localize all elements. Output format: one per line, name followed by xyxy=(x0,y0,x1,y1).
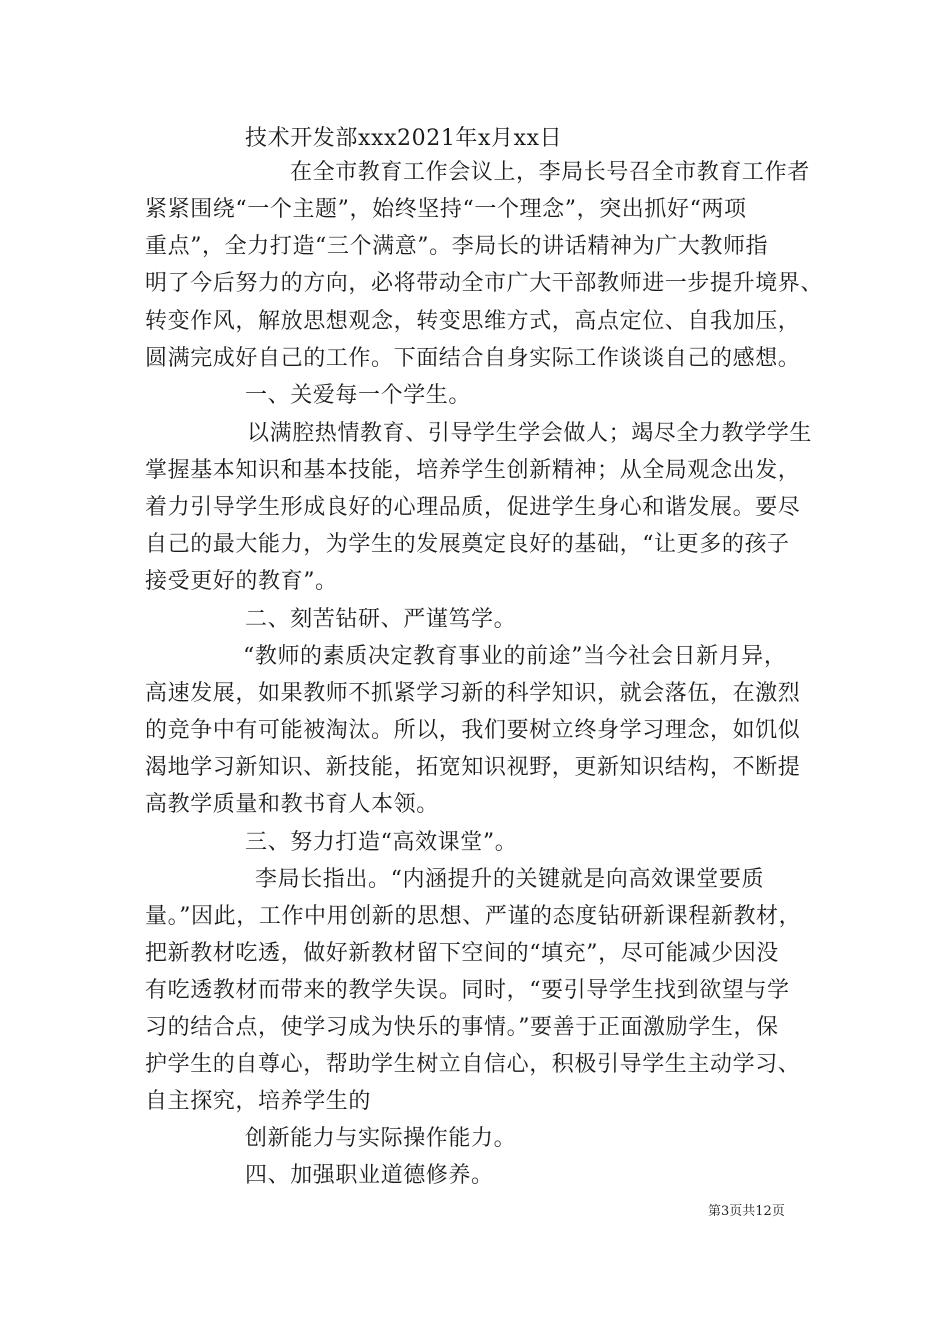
section2-line-4: 渴地学习新知识、新技能，拓宽知识视野，更新知识结构，不断提 xyxy=(145,755,801,780)
section3-line-7: 自主探究，培养学生的 xyxy=(145,1089,372,1114)
section1-line-5: 接受更好的教育”。 xyxy=(145,569,338,594)
section3-line-3: 把新教材吃透，做好新教材留下空间的“填充”，尽可能减少因没 xyxy=(145,941,779,966)
section2-heading: 二、刻苦钻研、严谨笃学。 xyxy=(245,607,517,632)
section2-line-2: 高速发展，如果教师不抓紧学习新的科学知识，就会落伍，在激烈 xyxy=(145,681,801,706)
section1-line-4: 自己的最大能力，为学生的发展奠定良好的基础，“让更多的孩子 xyxy=(145,532,790,557)
section1-heading: 一、关爱每一个学生。 xyxy=(245,383,472,408)
section1-line-1: 以满腔热情教育、引导学生学会做人；竭尽全力教学学生 xyxy=(247,421,813,446)
section3-line-4: 有吃透教材而带来的教学失误。同时，“要引导学生找到欲望与学 xyxy=(145,978,790,1003)
intro-line-4: 明了今后努力的方向，必将带动全市广大干部教师进一步提升境界、 xyxy=(145,271,824,296)
section2-line-3: 的竞争中有可能被淘汰。所以，我们要树立终身学习理念，如饥似 xyxy=(145,718,801,743)
section3-line-6: 护学生的自尊心，帮助学生树立自信心，积极引导学生主动学习、 xyxy=(145,1052,801,1077)
section1-line-2: 掌握基本知识和基本技能，培养学生创新精神；从全局观念出发， xyxy=(145,458,801,483)
header-line: 技术开发部xxx2021年x月xx日 xyxy=(245,126,563,151)
section2-line-1: “教师的素质决定教育事业的前途”当今社会日新月异， xyxy=(243,644,787,669)
section4-heading: 四、加强职业道德修养。 xyxy=(245,1163,494,1188)
intro-line-5: 转变作风，解放思想观念，转变思维方式，高点定位、自我加压， xyxy=(145,309,801,334)
section2-line-5: 高教学质量和教书育人本领。 xyxy=(145,792,439,817)
section3-heading: 三、努力打造“高效课堂”。 xyxy=(245,830,518,855)
page-number-footer: 第3页共12页 xyxy=(708,1204,785,1219)
section1-line-3: 着力引导学生形成良好的心理品质，促进学生身心和谐发展。要尽 xyxy=(145,495,801,520)
intro-line-1: 在全市教育工作会议上，李局长号召全市教育工作者 xyxy=(290,160,810,185)
intro-line-6: 圆满完成好自己的工作。下面结合自身实际工作谈谈自己的感想。 xyxy=(145,346,801,371)
intro-line-3: 重点”，全力打造“三个满意”。李局长的讲话精神为广大教师指 xyxy=(145,234,769,259)
intro-line-2: 紧紧围绕“一个主题”，始终坚持“一个理念”，突出抓好“两项 xyxy=(145,197,747,222)
section3-line-1: 李局长指出。“内涵提升的关键就是向高效课堂要质 xyxy=(255,867,765,892)
section3-line-5: 习的结合点，使学习成为快乐的事情。”要善于正面激励学生，保 xyxy=(145,1015,779,1040)
section3-line-2: 量。”因此，工作中用创新的思想、严谨的态度钻研新课程新教材， xyxy=(145,904,802,929)
section3-continuation: 创新能力与实际操作能力。 xyxy=(245,1126,517,1151)
